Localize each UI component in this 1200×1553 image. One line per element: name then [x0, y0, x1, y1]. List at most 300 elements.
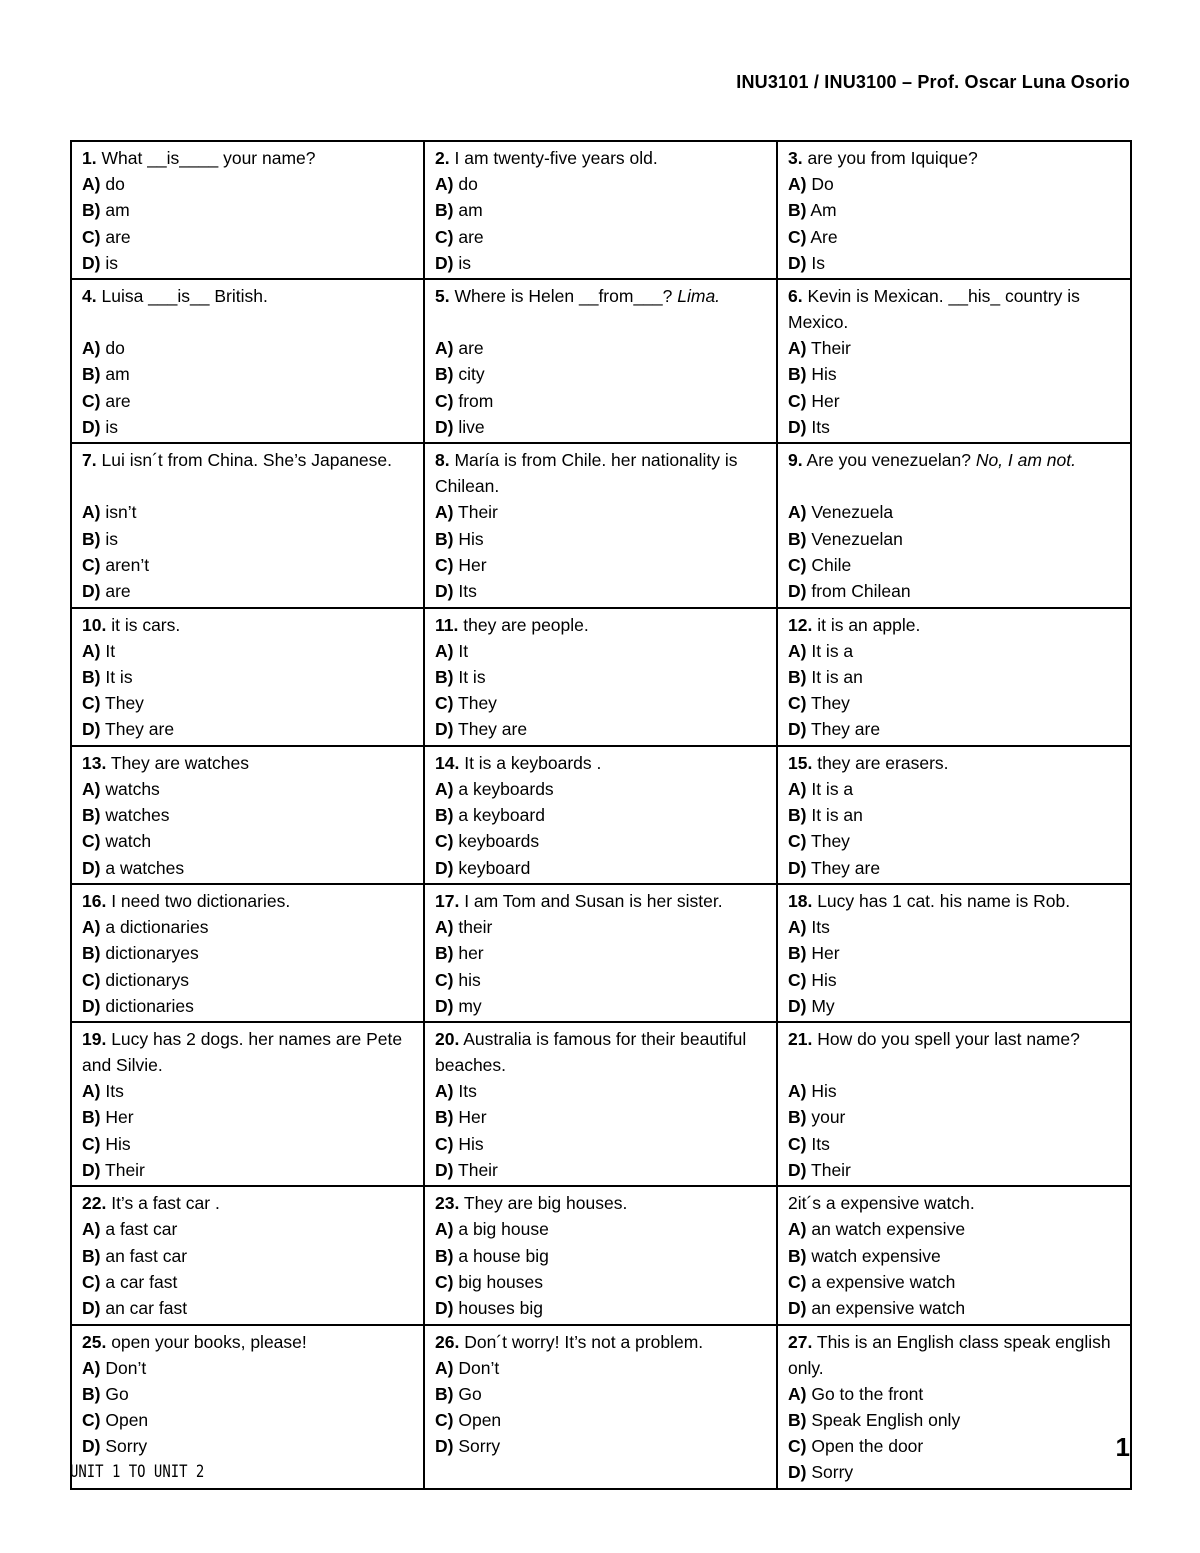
option-letter: B): [788, 1107, 807, 1128]
option-letter: A): [788, 502, 807, 523]
option-text: Venezuelan: [811, 528, 903, 549]
question-text: [82, 612, 415, 638]
option-letter: B): [788, 666, 807, 687]
option-letter: D): [82, 1160, 101, 1181]
question-number: 8.: [435, 450, 450, 471]
question-number: 12.: [788, 614, 813, 635]
option-text: an watch expensive: [811, 1219, 966, 1240]
answer-option: [788, 802, 1122, 828]
option-letter: A): [82, 338, 101, 359]
answer-option: [82, 1381, 415, 1407]
question-text: [788, 447, 1122, 473]
question-prompt: it is an apple.: [817, 614, 921, 635]
option-text: Do: [811, 174, 834, 194]
option-text: They are: [105, 719, 175, 740]
question-text: [82, 283, 415, 309]
option-text: Venezuela: [811, 502, 894, 523]
answer-option: [788, 250, 1122, 276]
answer-option: [82, 1407, 415, 1433]
question-text: [788, 283, 1122, 335]
option-letter: C): [788, 554, 807, 575]
option-letter: C): [788, 1133, 807, 1154]
answer-option: [435, 1381, 768, 1407]
question-cell: [424, 1022, 777, 1186]
option-text: Her: [105, 1107, 134, 1128]
option-letter: B): [435, 1245, 454, 1266]
option-letter: B): [788, 1409, 807, 1430]
option-letter: A): [788, 1081, 807, 1102]
option-text: They: [105, 693, 144, 714]
option-text: is: [458, 252, 471, 273]
option-letter: A): [788, 1383, 807, 1404]
quiz-row: [71, 1325, 1131, 1489]
question-answer-hint: No, I am not.: [975, 450, 1076, 471]
answer-option: [788, 1243, 1122, 1269]
option-text: Chile: [811, 554, 852, 575]
option-text: Their: [811, 338, 851, 359]
quiz-row: [71, 1022, 1131, 1186]
option-letter: C): [788, 226, 807, 247]
answer-option: [82, 1078, 415, 1104]
question-prompt: Where is Helen __from___?: [454, 286, 673, 307]
option-letter: D): [82, 581, 101, 602]
question-number: 9.: [788, 450, 803, 471]
option-text: my: [458, 995, 482, 1016]
question-cell: [424, 443, 777, 607]
answer-option: [788, 1433, 1122, 1459]
question-number: 7.: [82, 450, 97, 471]
answer-option: [435, 499, 768, 525]
option-text: It is a: [811, 778, 854, 799]
option-letter: C): [788, 390, 807, 411]
question-number: 26.: [435, 1331, 460, 1352]
question-number: 1.: [82, 148, 97, 168]
option-letter: C): [435, 390, 454, 411]
option-letter: C): [82, 390, 101, 411]
question-cell: [71, 141, 424, 279]
option-text: Open: [105, 1410, 149, 1431]
option-text: His: [458, 528, 484, 549]
option-letter: D): [788, 719, 807, 740]
answer-option: [435, 828, 768, 854]
question-cell: [777, 746, 1131, 884]
option-letter: A): [82, 1357, 101, 1378]
option-letter: A): [788, 338, 807, 359]
option-text: am: [458, 200, 483, 221]
option-letter: A): [82, 778, 101, 799]
option-text: keyboards: [458, 831, 540, 852]
question-text: [788, 888, 1122, 914]
option-letter: C): [82, 226, 101, 247]
question-number: 10.: [82, 614, 107, 635]
question-number: 23.: [435, 1193, 460, 1214]
option-text: her: [458, 943, 484, 964]
question-number: 21.: [788, 1029, 813, 1050]
answer-option: [435, 1131, 768, 1157]
answer-option: [788, 1381, 1122, 1407]
option-letter: D): [82, 995, 101, 1016]
answer-option: [82, 1355, 415, 1381]
option-text: an car fast: [105, 1298, 188, 1319]
option-letter: B): [82, 364, 101, 385]
option-text: My: [811, 995, 835, 1016]
option-text: Her: [458, 554, 487, 575]
answer-option: [435, 1433, 768, 1459]
answer-option: [788, 828, 1122, 854]
question-cell: [777, 608, 1131, 746]
answer-option: [788, 1459, 1122, 1485]
option-text: Are: [810, 226, 838, 247]
option-text: They are: [811, 857, 881, 878]
option-letter: D): [788, 252, 807, 273]
answer-option: [82, 802, 415, 828]
question-prompt: Lucy has 2 dogs. her names are Pete and Silvie.: [82, 1029, 403, 1076]
option-letter: C): [435, 693, 454, 714]
answer-option: [435, 197, 768, 223]
question-text: [82, 447, 415, 473]
question-number: 27.: [788, 1331, 813, 1352]
answer-option: [82, 1433, 415, 1459]
question-number: 15.: [788, 752, 813, 773]
option-text: are: [105, 226, 131, 247]
blank-line: [82, 473, 415, 499]
option-letter: C): [82, 831, 101, 852]
option-text: They are: [458, 719, 528, 740]
answer-option: [788, 1216, 1122, 1242]
option-text: Its: [105, 1081, 124, 1102]
answer-option: [82, 776, 415, 802]
answer-option: [788, 1295, 1122, 1321]
option-text: are: [105, 390, 131, 411]
answer-option: [788, 1269, 1122, 1295]
question-prompt: open your books, please!: [111, 1331, 307, 1352]
option-text: Am: [810, 200, 837, 221]
question-cell: [71, 1186, 424, 1324]
option-letter: D): [82, 1298, 101, 1319]
option-text: a watches: [105, 857, 185, 878]
option-letter: A): [435, 1357, 454, 1378]
option-text: dictionaries: [105, 995, 194, 1016]
question-number: 19.: [82, 1029, 107, 1050]
answer-option: [435, 802, 768, 828]
option-text: is: [105, 252, 118, 273]
option-letter: C): [435, 1133, 454, 1154]
option-text: It is: [105, 666, 133, 687]
option-text: Is: [811, 252, 825, 273]
option-text: houses big: [458, 1298, 543, 1319]
question-prompt: Don´t worry! It’s not a problem.: [464, 1331, 704, 1352]
option-letter: B): [788, 200, 807, 221]
option-letter: A): [82, 640, 101, 661]
answer-option: [788, 1104, 1122, 1130]
option-text: It is a: [811, 640, 854, 661]
option-text: watch: [105, 831, 152, 852]
question-cell: [424, 884, 777, 1022]
answer-option: [435, 1078, 768, 1104]
unit-label: UNIT 1 TO UNIT 2: [70, 1462, 205, 1482]
option-letter: C): [82, 554, 101, 575]
answer-option: [82, 855, 415, 881]
option-text: His: [811, 969, 837, 990]
option-text: It is: [458, 666, 486, 687]
option-text: your: [811, 1107, 846, 1128]
option-text: watches: [105, 805, 170, 826]
question-number: 14.: [435, 752, 460, 773]
question-number: 6.: [788, 286, 803, 307]
answer-option: [788, 171, 1122, 197]
question-prompt: They are big houses.: [463, 1193, 628, 1214]
answer-option: [82, 1157, 415, 1183]
question-prompt: This is an English class speak english only.: [788, 1331, 1111, 1378]
option-text: Her: [811, 943, 840, 964]
option-letter: A): [435, 1219, 454, 1240]
option-letter: C): [82, 1410, 101, 1431]
answer-option: [788, 578, 1122, 604]
question-prompt: They are watches: [110, 752, 249, 773]
option-text: a fast car: [105, 1219, 178, 1240]
question-cell: [71, 279, 424, 443]
document-header: INU3101 / INU3100 – Prof. Oscar Luna Osorio: [736, 72, 1130, 92]
option-letter: C): [82, 1133, 101, 1154]
option-letter: C): [435, 226, 454, 247]
answer-option: [435, 967, 768, 993]
question-prompt: It’s a fast car .: [111, 1193, 220, 1214]
answer-option: [435, 1295, 768, 1321]
answer-option: [82, 552, 415, 578]
option-letter: C): [788, 831, 807, 852]
option-text: Go: [105, 1383, 129, 1404]
option-letter: D): [435, 252, 454, 273]
option-letter: B): [82, 943, 101, 964]
option-letter: A): [435, 338, 454, 359]
answer-option: [788, 690, 1122, 716]
option-text: is: [105, 528, 118, 549]
option-letter: A): [788, 640, 807, 661]
option-letter: D): [435, 1436, 454, 1457]
option-letter: B): [82, 805, 101, 826]
question-text: [82, 145, 415, 171]
answer-option: [82, 638, 415, 664]
answer-option: [82, 250, 415, 276]
answer-option: [82, 171, 415, 197]
option-letter: D): [435, 1160, 454, 1181]
option-letter: A): [788, 916, 807, 937]
answer-option: [435, 776, 768, 802]
option-text: a keyboards: [458, 778, 554, 799]
question-number: 20.: [435, 1029, 460, 1050]
answer-option: [788, 414, 1122, 440]
option-text: from: [458, 390, 494, 411]
option-text: are: [458, 338, 484, 359]
option-letter: D): [788, 417, 807, 438]
quiz-row: [71, 1186, 1131, 1324]
answer-option: [788, 1407, 1122, 1433]
question-text: [435, 145, 768, 171]
question-prompt: I am Tom and Susan is her sister.: [464, 890, 723, 911]
question-number: 4.: [82, 286, 97, 307]
answer-option: [82, 578, 415, 604]
option-letter: C): [788, 1436, 807, 1457]
option-text: a expensive watch: [811, 1271, 956, 1292]
option-letter: A): [82, 502, 101, 523]
quiz-row: [71, 443, 1131, 607]
option-text: live: [458, 417, 485, 438]
answer-option: [82, 414, 415, 440]
option-text: big houses: [458, 1271, 543, 1292]
option-letter: B): [82, 1245, 101, 1266]
option-letter: D): [788, 995, 807, 1016]
option-text: watch expensive: [811, 1245, 941, 1266]
question-text: [82, 1329, 415, 1355]
option-text: are: [105, 581, 131, 602]
question-text: [788, 1190, 1122, 1216]
answer-option: [788, 1078, 1122, 1104]
option-letter: D): [82, 719, 101, 740]
option-letter: D): [435, 995, 454, 1016]
blank-line: [82, 309, 415, 335]
question-prompt: 2it´s a expensive watch.: [788, 1193, 975, 1214]
option-text: Speak English only: [811, 1409, 961, 1430]
answer-option: [788, 224, 1122, 250]
answer-option: [788, 940, 1122, 966]
question-text: [82, 1190, 415, 1216]
option-letter: D): [788, 1160, 807, 1181]
question-prompt: I need two dictionaries.: [111, 890, 291, 911]
option-letter: C): [435, 1271, 454, 1292]
option-text: It: [458, 640, 469, 661]
option-text: a keyboard: [458, 805, 545, 826]
option-letter: C): [435, 1410, 454, 1431]
option-letter: B): [435, 200, 454, 221]
option-text: dictionarys: [105, 969, 189, 990]
question-cell: [424, 1186, 777, 1324]
answer-option: [788, 552, 1122, 578]
question-text: [82, 888, 415, 914]
question-cell: [71, 1022, 424, 1186]
option-letter: B): [788, 805, 807, 826]
option-text: His: [458, 1133, 484, 1154]
option-text: do: [105, 174, 125, 194]
option-text: They are: [811, 719, 881, 740]
option-text: Sorry: [105, 1436, 148, 1457]
question-number: 25.: [82, 1331, 107, 1352]
option-text: His: [811, 364, 837, 385]
question-prompt: Kevin is Mexican. __his_ country is Mexico.: [788, 286, 1080, 333]
answer-option: [435, 414, 768, 440]
question-cell: [424, 279, 777, 443]
question-number: 3.: [788, 148, 803, 168]
question-prompt: What __is____ your name?: [101, 148, 316, 168]
question-text: [788, 1329, 1122, 1381]
option-letter: D): [435, 1298, 454, 1319]
option-letter: A): [435, 502, 454, 523]
answer-option: [82, 967, 415, 993]
question-prompt: it is cars.: [111, 614, 181, 635]
option-text: It is an: [811, 666, 863, 687]
question-text: [435, 447, 768, 499]
answer-option: [788, 967, 1122, 993]
quiz-row: [71, 884, 1131, 1022]
question-number: 18.: [788, 890, 813, 911]
option-text: Its: [458, 1081, 477, 1102]
answer-option: [435, 578, 768, 604]
option-letter: B): [435, 666, 454, 687]
option-letter: B): [435, 1383, 454, 1404]
answer-option: [82, 1295, 415, 1321]
question-cell: [777, 141, 1131, 279]
option-letter: D): [788, 1462, 807, 1483]
question-answer-hint: Lima.: [677, 286, 721, 307]
answer-option: [435, 224, 768, 250]
option-letter: C): [788, 693, 807, 714]
option-text: Its: [811, 916, 830, 937]
option-text: their: [458, 916, 493, 937]
option-text: from Chilean: [811, 581, 911, 602]
answer-option: [435, 171, 768, 197]
answer-option: [435, 690, 768, 716]
answer-option: [82, 993, 415, 1019]
option-letter: D): [435, 857, 454, 878]
question-text: [435, 1329, 768, 1355]
option-text: Their: [458, 1160, 498, 1181]
answer-option: [435, 552, 768, 578]
answer-option: [788, 335, 1122, 361]
question-number: 5.: [435, 286, 450, 307]
question-text: [82, 1026, 415, 1078]
blank-line: [788, 473, 1122, 499]
question-prompt: It is a keyboards .: [464, 752, 602, 773]
answer-option: [435, 638, 768, 664]
option-text: His: [105, 1133, 131, 1154]
answer-option: [82, 1104, 415, 1130]
option-text: isn’t: [105, 502, 137, 523]
option-letter: C): [788, 969, 807, 990]
answer-option: [435, 1243, 768, 1269]
answer-option: [82, 828, 415, 854]
option-letter: C): [82, 969, 101, 990]
option-text: Open: [458, 1410, 502, 1431]
option-letter: A): [82, 916, 101, 937]
option-letter: B): [788, 943, 807, 964]
answer-option: [788, 388, 1122, 414]
answer-option: [788, 716, 1122, 742]
option-text: Sorry: [458, 1436, 501, 1457]
question-number: 11.: [435, 614, 459, 635]
question-cell: [71, 746, 424, 884]
answer-option: [82, 361, 415, 387]
answer-option: [435, 914, 768, 940]
option-letter: A): [82, 1219, 101, 1240]
option-text: an fast car: [105, 1245, 188, 1266]
answer-option: [82, 526, 415, 552]
question-prompt: they are erasers.: [817, 752, 949, 773]
option-text: Don’t: [105, 1357, 147, 1378]
question-prompt: I am twenty-five years old.: [454, 148, 658, 168]
question-prompt: Are you venezuelan?: [806, 450, 971, 471]
answer-option: [788, 526, 1122, 552]
answer-option: [82, 335, 415, 361]
option-letter: A): [435, 916, 454, 937]
answer-option: [788, 993, 1122, 1019]
option-text: Their: [105, 1160, 145, 1181]
answer-option: [82, 197, 415, 223]
option-letter: B): [435, 1107, 454, 1128]
quiz-table: [70, 140, 1132, 1490]
option-text: They: [458, 693, 497, 714]
option-letter: D): [435, 581, 454, 602]
page-number: 1: [1115, 1432, 1130, 1462]
question-prompt: are you from Iquique?: [807, 148, 978, 168]
